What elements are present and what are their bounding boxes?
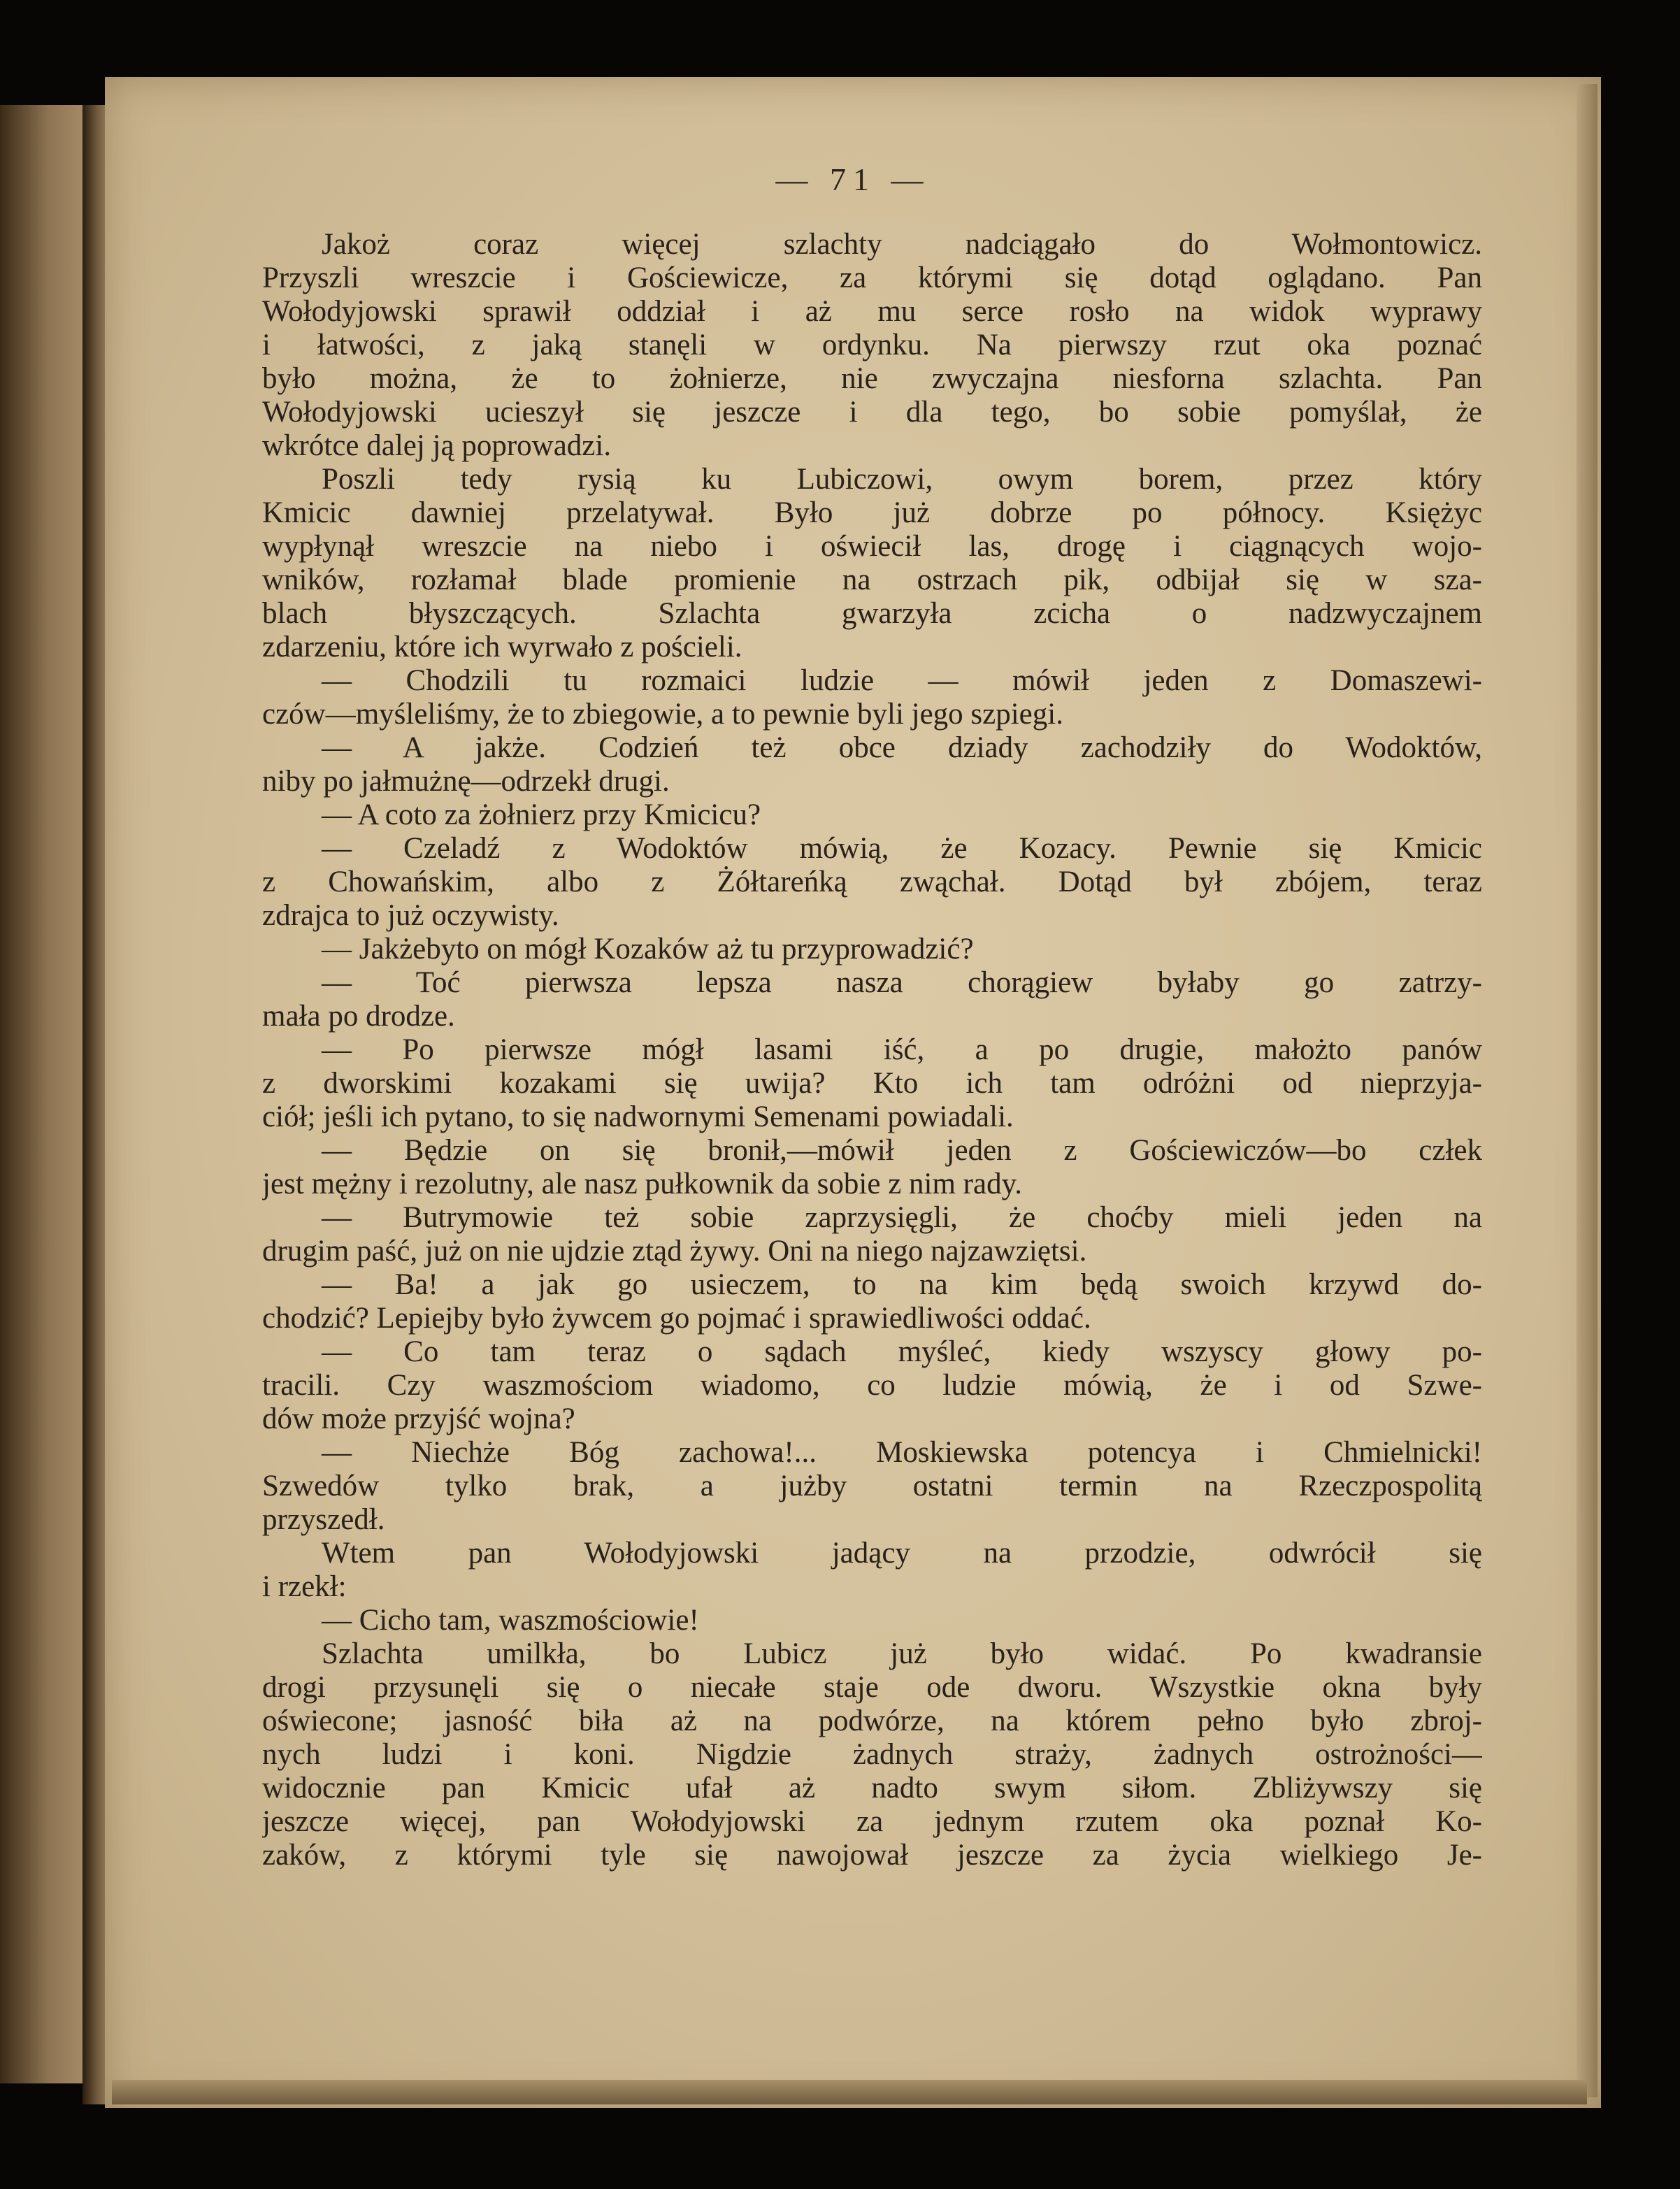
text-line: jest mężny i rezolutny, ale nasz pułkownik da sobie z nim rady.: [262, 1168, 1023, 1200]
text-line: Wtem pan Wołodyjowski jadący na przodzie, odwrócił się: [322, 1537, 1482, 1570]
text-line: nych ludzi i koni. Nigdzie żadnych straży, żadnych ostrożności—: [262, 1738, 1482, 1771]
text-line: z Chowańskim, albo z Żółtareńką zwąchał. Dotąd był zbójem, teraz: [262, 866, 1482, 898]
text-line: Szwedów tylko brak, a jużby ostatni termin na Rzeczpospolitą: [262, 1470, 1482, 1502]
page-bottom-edge: [112, 2080, 1587, 2104]
page-number: — 71 —: [775, 162, 931, 197]
text-line: ciół; jeśli ich pytano, to się nadwornymi Semenami powiadali.: [262, 1100, 1014, 1133]
text-line: Jakoż coraz więcej szlachty nadciągało do Wołmontowicz.: [322, 228, 1482, 261]
text-line: — A jakże. Codzień też obce dziady zachodziły do Wodoktów,: [322, 731, 1482, 764]
text-line: — Będzie on się bronił,—mówił jeden z Gościewiczów—bo człek: [322, 1134, 1482, 1167]
page-text: [262, 228, 1482, 1872]
text-line: — Niechże Bóg zachowa!... Moskiewska potencya i Chmielnicki!: [322, 1436, 1482, 1469]
text-line: — A coto za żołnierz przy Kmicicu?: [322, 798, 761, 831]
text-line: przyszedł.: [262, 1503, 385, 1536]
text-line: Wołodyjowski ucieszył się jeszcze i dla tego, bo sobie pomyślał, że: [262, 396, 1482, 429]
text-line: i rzekł:: [262, 1570, 347, 1603]
text-line: wkrótce dalej ją poprowadzi.: [262, 429, 612, 462]
text-line: Kmicic dawniej przelatywał. Było już dobrze po północy. Księżyc: [262, 496, 1482, 529]
text-line: wników, rozłamał blade promienie na ostrzach pik, odbijał się w sza-: [262, 564, 1482, 596]
text-line: niby po jałmużnę—odrzekł drugi.: [262, 765, 670, 798]
text-line: mała po drodze.: [262, 1000, 455, 1033]
text-line: czów—myśleliśmy, że to zbiegowie, a to pewnie byli jego szpiegi.: [262, 698, 1063, 731]
text-line: jeszcze więcej, pan Wołodyjowski za jednym rzutem oka poznał Ko-: [262, 1805, 1482, 1838]
text-line: z dworskimi kozakami się uwija? Kto ich tam odróżni od nieprzyja-: [262, 1067, 1482, 1100]
text-line: zdrajca to już oczywisty.: [262, 899, 559, 932]
text-line: — Co tam teraz o sądach myśleć, kiedy wszyscy głowy po-: [322, 1335, 1482, 1368]
text-line: blach błyszczących. Szlachta gwarzyła zcicha o nadzwyczajnem: [262, 597, 1482, 630]
text-line: — Ba! a jak go usieczem, to na kim będą swoich krzywd do-: [322, 1268, 1482, 1301]
text-line: oświecone; jasność biła aż na podwórze, na którem pełno było zbroj-: [262, 1704, 1482, 1737]
text-line: widocznie pan Kmicic ufał aż nadto swym siłom. Zbliżywszy się: [262, 1772, 1482, 1804]
text-line: i łatwości, z jaką stanęli w ordynku. Na pierwszy rzut oka poznać: [262, 329, 1482, 361]
text-line: dów może przyjść wojna?: [262, 1402, 575, 1435]
text-line: — Jakżebyto on mógł Kozaków aż tu przyprowadzić?: [322, 933, 974, 966]
page-fore-edge: [1577, 84, 1598, 2097]
text-line: drogi przysunęli się o niecałe staje ode dworu. Wszystkie okna były: [262, 1671, 1482, 1704]
text-line: zdarzeniu, które ich wyrwało z pościeli.: [262, 631, 742, 663]
text-line: chodzić? Lepiejby było żywcem go pojmać i sprawiedliwości oddać.: [262, 1302, 1091, 1335]
text-line: zaków, z którymi tyle się nawojował jeszcze za życia wielkiego Je-: [262, 1839, 1482, 1872]
text-line: — Cicho tam, waszmościowie!: [322, 1604, 699, 1637]
text-line: — Po pierwsze mógł lasami iść, a po drugie, małożto panów: [322, 1033, 1482, 1066]
text-line: Wołodyjowski sprawił oddział i aż mu serce rosło na widok wyprawy: [262, 295, 1482, 328]
previous-page-edge: [0, 105, 89, 2083]
text-line: — Czeladź z Wodoktów mówią, że Kozacy. Pewnie się Kmicic: [322, 832, 1482, 865]
text-line: było można, że to żołnierze, nie zwyczajna niesforna szlachta. Pan: [262, 362, 1482, 395]
text-line: Szlachta umilkła, bo Lubicz już było widać. Po kwadransie: [322, 1637, 1482, 1670]
text-line: — Chodzili tu rozmaici ludzie — mówił jeden z Domaszewi-: [322, 664, 1482, 697]
text-line: Przyszli wreszcie i Gościewicze, za którymi się dotąd oglądano. Pan: [262, 261, 1482, 294]
text-line: — Toć pierwsza lepsza nasza chorągiew byłaby go zatrzy-: [322, 966, 1482, 999]
text-line: wypłynął wreszcie na niebo i oświecił las, drogę i ciągnących wojo-: [262, 530, 1482, 563]
text-line: Poszli tedy rysią ku Lubiczowi, owym borem, przez który: [322, 463, 1482, 496]
text-line: tracili. Czy waszmościom wiadomo, co ludzie mówią, że i od Szwe-: [262, 1369, 1482, 1402]
text-line: drugim paść, już on nie ujdzie ztąd żywy. Oni na niego najzawziętsi.: [262, 1235, 1087, 1268]
text-line: — Butrymowie też sobie zaprzysięgli, że choćby mieli jeden na: [322, 1201, 1482, 1234]
